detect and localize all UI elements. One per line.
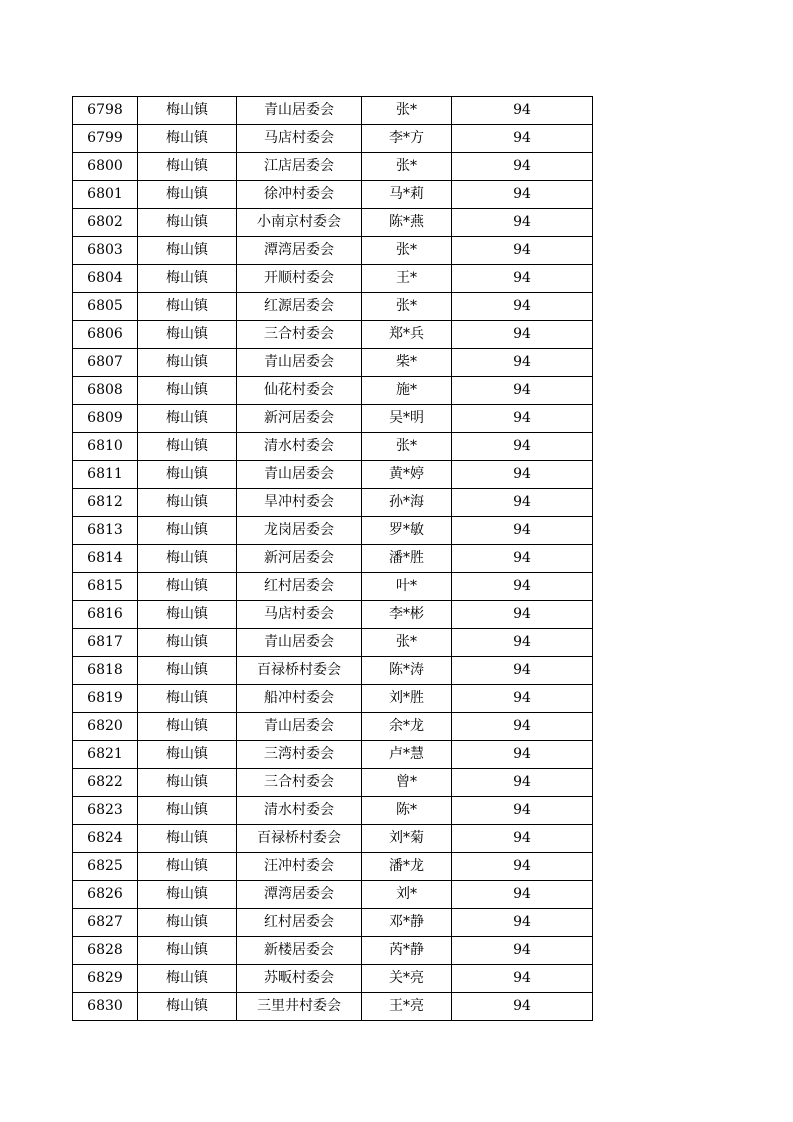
- name-cell: 邓*静: [362, 909, 452, 937]
- town-cell: 梅山镇: [138, 629, 237, 657]
- town-cell: 梅山镇: [138, 685, 237, 713]
- score-cell: 94: [452, 741, 593, 769]
- serial-number-cell: 6806: [73, 321, 138, 349]
- name-cell: 卢*慧: [362, 741, 452, 769]
- table-row: [73, 909, 593, 937]
- table-row: [73, 825, 593, 853]
- serial-number-cell: 6800: [73, 153, 138, 181]
- town-cell: 梅山镇: [138, 433, 237, 461]
- serial-number-cell: 6827: [73, 909, 138, 937]
- committee-cell: 青山居委会: [237, 461, 362, 489]
- committee-cell: 三里井村委会: [237, 993, 362, 1021]
- town-cell: 梅山镇: [138, 293, 237, 321]
- name-cell: 黄*婷: [362, 461, 452, 489]
- score-cell: 94: [452, 629, 593, 657]
- serial-number-cell: 6824: [73, 825, 138, 853]
- town-cell: 梅山镇: [138, 993, 237, 1021]
- serial-number-cell: 6801: [73, 181, 138, 209]
- score-cell: 94: [452, 601, 593, 629]
- score-cell: 94: [452, 125, 593, 153]
- table-row: [73, 881, 593, 909]
- town-cell: 梅山镇: [138, 349, 237, 377]
- town-cell: 梅山镇: [138, 601, 237, 629]
- serial-number-cell: 6823: [73, 797, 138, 825]
- committee-cell: 清水村委会: [237, 433, 362, 461]
- serial-number-cell: 6826: [73, 881, 138, 909]
- town-cell: 梅山镇: [138, 909, 237, 937]
- town-cell: 梅山镇: [138, 461, 237, 489]
- name-cell: 陈*涛: [362, 657, 452, 685]
- serial-number-cell: 6815: [73, 573, 138, 601]
- serial-number-cell: 6816: [73, 601, 138, 629]
- town-cell: 梅山镇: [138, 153, 237, 181]
- committee-cell: 红源居委会: [237, 293, 362, 321]
- serial-number-cell: 6812: [73, 489, 138, 517]
- name-cell: 郑*兵: [362, 321, 452, 349]
- name-cell: 柴*: [362, 349, 452, 377]
- score-cell: 94: [452, 321, 593, 349]
- serial-number-cell: 6828: [73, 937, 138, 965]
- serial-number-cell: 6809: [73, 405, 138, 433]
- score-cell: 94: [452, 405, 593, 433]
- table-row: [73, 545, 593, 573]
- name-cell: 张*: [362, 293, 452, 321]
- name-cell: 陈*: [362, 797, 452, 825]
- score-cell: 94: [452, 377, 593, 405]
- table-row: [73, 853, 593, 881]
- name-cell: 陈*燕: [362, 209, 452, 237]
- score-cell: 94: [452, 209, 593, 237]
- table-row: [73, 349, 593, 377]
- serial-number-cell: 6802: [73, 209, 138, 237]
- committee-cell: 潭湾居委会: [237, 237, 362, 265]
- committee-cell: 苏畈村委会: [237, 965, 362, 993]
- table-row: [73, 265, 593, 293]
- serial-number-cell: 6810: [73, 433, 138, 461]
- data-table: [72, 96, 593, 1021]
- score-cell: 94: [452, 573, 593, 601]
- committee-cell: 船冲村委会: [237, 685, 362, 713]
- table-row: [73, 713, 593, 741]
- score-cell: 94: [452, 881, 593, 909]
- committee-cell: 清水村委会: [237, 797, 362, 825]
- town-cell: 梅山镇: [138, 377, 237, 405]
- town-cell: 梅山镇: [138, 321, 237, 349]
- table-row: [73, 125, 593, 153]
- committee-cell: 开顺村委会: [237, 265, 362, 293]
- committee-cell: 三合村委会: [237, 321, 362, 349]
- name-cell: 张*: [362, 237, 452, 265]
- serial-number-cell: 6807: [73, 349, 138, 377]
- committee-cell: 江店居委会: [237, 153, 362, 181]
- score-cell: 94: [452, 349, 593, 377]
- committee-cell: 新楼居委会: [237, 937, 362, 965]
- serial-number-cell: 6814: [73, 545, 138, 573]
- committee-cell: 百禄桥村委会: [237, 657, 362, 685]
- name-cell: 叶*: [362, 573, 452, 601]
- score-cell: 94: [452, 937, 593, 965]
- table-body: [73, 97, 593, 1021]
- serial-number-cell: 6798: [73, 97, 138, 125]
- table-row: [73, 153, 593, 181]
- table-row: [73, 657, 593, 685]
- name-cell: 马*莉: [362, 181, 452, 209]
- serial-number-cell: 6819: [73, 685, 138, 713]
- score-cell: 94: [452, 685, 593, 713]
- table-row: [73, 993, 593, 1021]
- town-cell: 梅山镇: [138, 769, 237, 797]
- town-cell: 梅山镇: [138, 181, 237, 209]
- score-cell: 94: [452, 489, 593, 517]
- committee-cell: 青山居委会: [237, 629, 362, 657]
- serial-number-cell: 6811: [73, 461, 138, 489]
- score-cell: 94: [452, 713, 593, 741]
- town-cell: 梅山镇: [138, 237, 237, 265]
- town-cell: 梅山镇: [138, 405, 237, 433]
- table-row: [73, 937, 593, 965]
- name-cell: 潘*龙: [362, 853, 452, 881]
- committee-cell: 三湾村委会: [237, 741, 362, 769]
- score-cell: 94: [452, 265, 593, 293]
- name-cell: 施*: [362, 377, 452, 405]
- serial-number-cell: 6808: [73, 377, 138, 405]
- table-row: [73, 741, 593, 769]
- table-row: [73, 629, 593, 657]
- committee-cell: 马店村委会: [237, 125, 362, 153]
- name-cell: 潘*胜: [362, 545, 452, 573]
- score-cell: 94: [452, 517, 593, 545]
- score-cell: 94: [452, 853, 593, 881]
- table-row: [73, 181, 593, 209]
- town-cell: 梅山镇: [138, 881, 237, 909]
- name-cell: 余*龙: [362, 713, 452, 741]
- name-cell: 曾*: [362, 769, 452, 797]
- serial-number-cell: 6804: [73, 265, 138, 293]
- table-row: [73, 489, 593, 517]
- name-cell: 李*方: [362, 125, 452, 153]
- table-row: [73, 461, 593, 489]
- name-cell: 王*: [362, 265, 452, 293]
- committee-cell: 潭湾居委会: [237, 881, 362, 909]
- town-cell: 梅山镇: [138, 825, 237, 853]
- score-cell: 94: [452, 909, 593, 937]
- committee-cell: 龙岗居委会: [237, 517, 362, 545]
- name-cell: 刘*: [362, 881, 452, 909]
- score-cell: 94: [452, 657, 593, 685]
- name-cell: 王*亮: [362, 993, 452, 1021]
- score-cell: 94: [452, 993, 593, 1021]
- committee-cell: 百禄桥村委会: [237, 825, 362, 853]
- committee-cell: 仙花村委会: [237, 377, 362, 405]
- table-row: [73, 965, 593, 993]
- town-cell: 梅山镇: [138, 265, 237, 293]
- table-row: [73, 797, 593, 825]
- table-row: [73, 97, 593, 125]
- town-cell: 梅山镇: [138, 741, 237, 769]
- score-cell: 94: [452, 181, 593, 209]
- score-cell: 94: [452, 797, 593, 825]
- score-cell: 94: [452, 293, 593, 321]
- table-row: [73, 321, 593, 349]
- name-cell: 张*: [362, 153, 452, 181]
- score-cell: 94: [452, 545, 593, 573]
- serial-number-cell: 6829: [73, 965, 138, 993]
- town-cell: 梅山镇: [138, 713, 237, 741]
- serial-number-cell: 6825: [73, 853, 138, 881]
- score-cell: 94: [452, 769, 593, 797]
- town-cell: 梅山镇: [138, 209, 237, 237]
- name-cell: 刘*胜: [362, 685, 452, 713]
- committee-cell: 青山居委会: [237, 97, 362, 125]
- committee-cell: 旱冲村委会: [237, 489, 362, 517]
- table-row: [73, 573, 593, 601]
- name-cell: 关*亮: [362, 965, 452, 993]
- name-cell: 张*: [362, 433, 452, 461]
- serial-number-cell: 6820: [73, 713, 138, 741]
- name-cell: 吴*明: [362, 405, 452, 433]
- serial-number-cell: 6817: [73, 629, 138, 657]
- town-cell: 梅山镇: [138, 797, 237, 825]
- committee-cell: 青山居委会: [237, 713, 362, 741]
- town-cell: 梅山镇: [138, 853, 237, 881]
- committee-cell: 马店村委会: [237, 601, 362, 629]
- name-cell: 孙*海: [362, 489, 452, 517]
- committee-cell: 徐冲村委会: [237, 181, 362, 209]
- town-cell: 梅山镇: [138, 545, 237, 573]
- table-row: [73, 769, 593, 797]
- town-cell: 梅山镇: [138, 937, 237, 965]
- name-cell: 芮*静: [362, 937, 452, 965]
- score-cell: 94: [452, 153, 593, 181]
- name-cell: 李*彬: [362, 601, 452, 629]
- table-row: [73, 293, 593, 321]
- town-cell: 梅山镇: [138, 965, 237, 993]
- score-cell: 94: [452, 237, 593, 265]
- committee-cell: 青山居委会: [237, 349, 362, 377]
- serial-number-cell: 6813: [73, 517, 138, 545]
- committee-cell: 红村居委会: [237, 573, 362, 601]
- town-cell: 梅山镇: [138, 573, 237, 601]
- serial-number-cell: 6821: [73, 741, 138, 769]
- committee-cell: 汪冲村委会: [237, 853, 362, 881]
- score-cell: 94: [452, 97, 593, 125]
- score-cell: 94: [452, 461, 593, 489]
- table-row: [73, 209, 593, 237]
- name-cell: 罗*敏: [362, 517, 452, 545]
- town-cell: 梅山镇: [138, 125, 237, 153]
- serial-number-cell: 6803: [73, 237, 138, 265]
- serial-number-cell: 6830: [73, 993, 138, 1021]
- name-cell: 刘*菊: [362, 825, 452, 853]
- table-row: [73, 601, 593, 629]
- table-row: [73, 433, 593, 461]
- committee-cell: 新河居委会: [237, 545, 362, 573]
- table-row: [73, 237, 593, 265]
- serial-number-cell: 6799: [73, 125, 138, 153]
- town-cell: 梅山镇: [138, 517, 237, 545]
- town-cell: 梅山镇: [138, 657, 237, 685]
- committee-cell: 红村居委会: [237, 909, 362, 937]
- name-cell: 张*: [362, 97, 452, 125]
- committee-cell: 新河居委会: [237, 405, 362, 433]
- score-cell: 94: [452, 433, 593, 461]
- table-row: [73, 377, 593, 405]
- score-cell: 94: [452, 965, 593, 993]
- score-cell: 94: [452, 825, 593, 853]
- serial-number-cell: 6818: [73, 657, 138, 685]
- table-row: [73, 405, 593, 433]
- serial-number-cell: 6822: [73, 769, 138, 797]
- name-cell: 张*: [362, 629, 452, 657]
- table-row: [73, 685, 593, 713]
- table-row: [73, 517, 593, 545]
- committee-cell: 三合村委会: [237, 769, 362, 797]
- town-cell: 梅山镇: [138, 97, 237, 125]
- committee-cell: 小南京村委会: [237, 209, 362, 237]
- town-cell: 梅山镇: [138, 489, 237, 517]
- serial-number-cell: 6805: [73, 293, 138, 321]
